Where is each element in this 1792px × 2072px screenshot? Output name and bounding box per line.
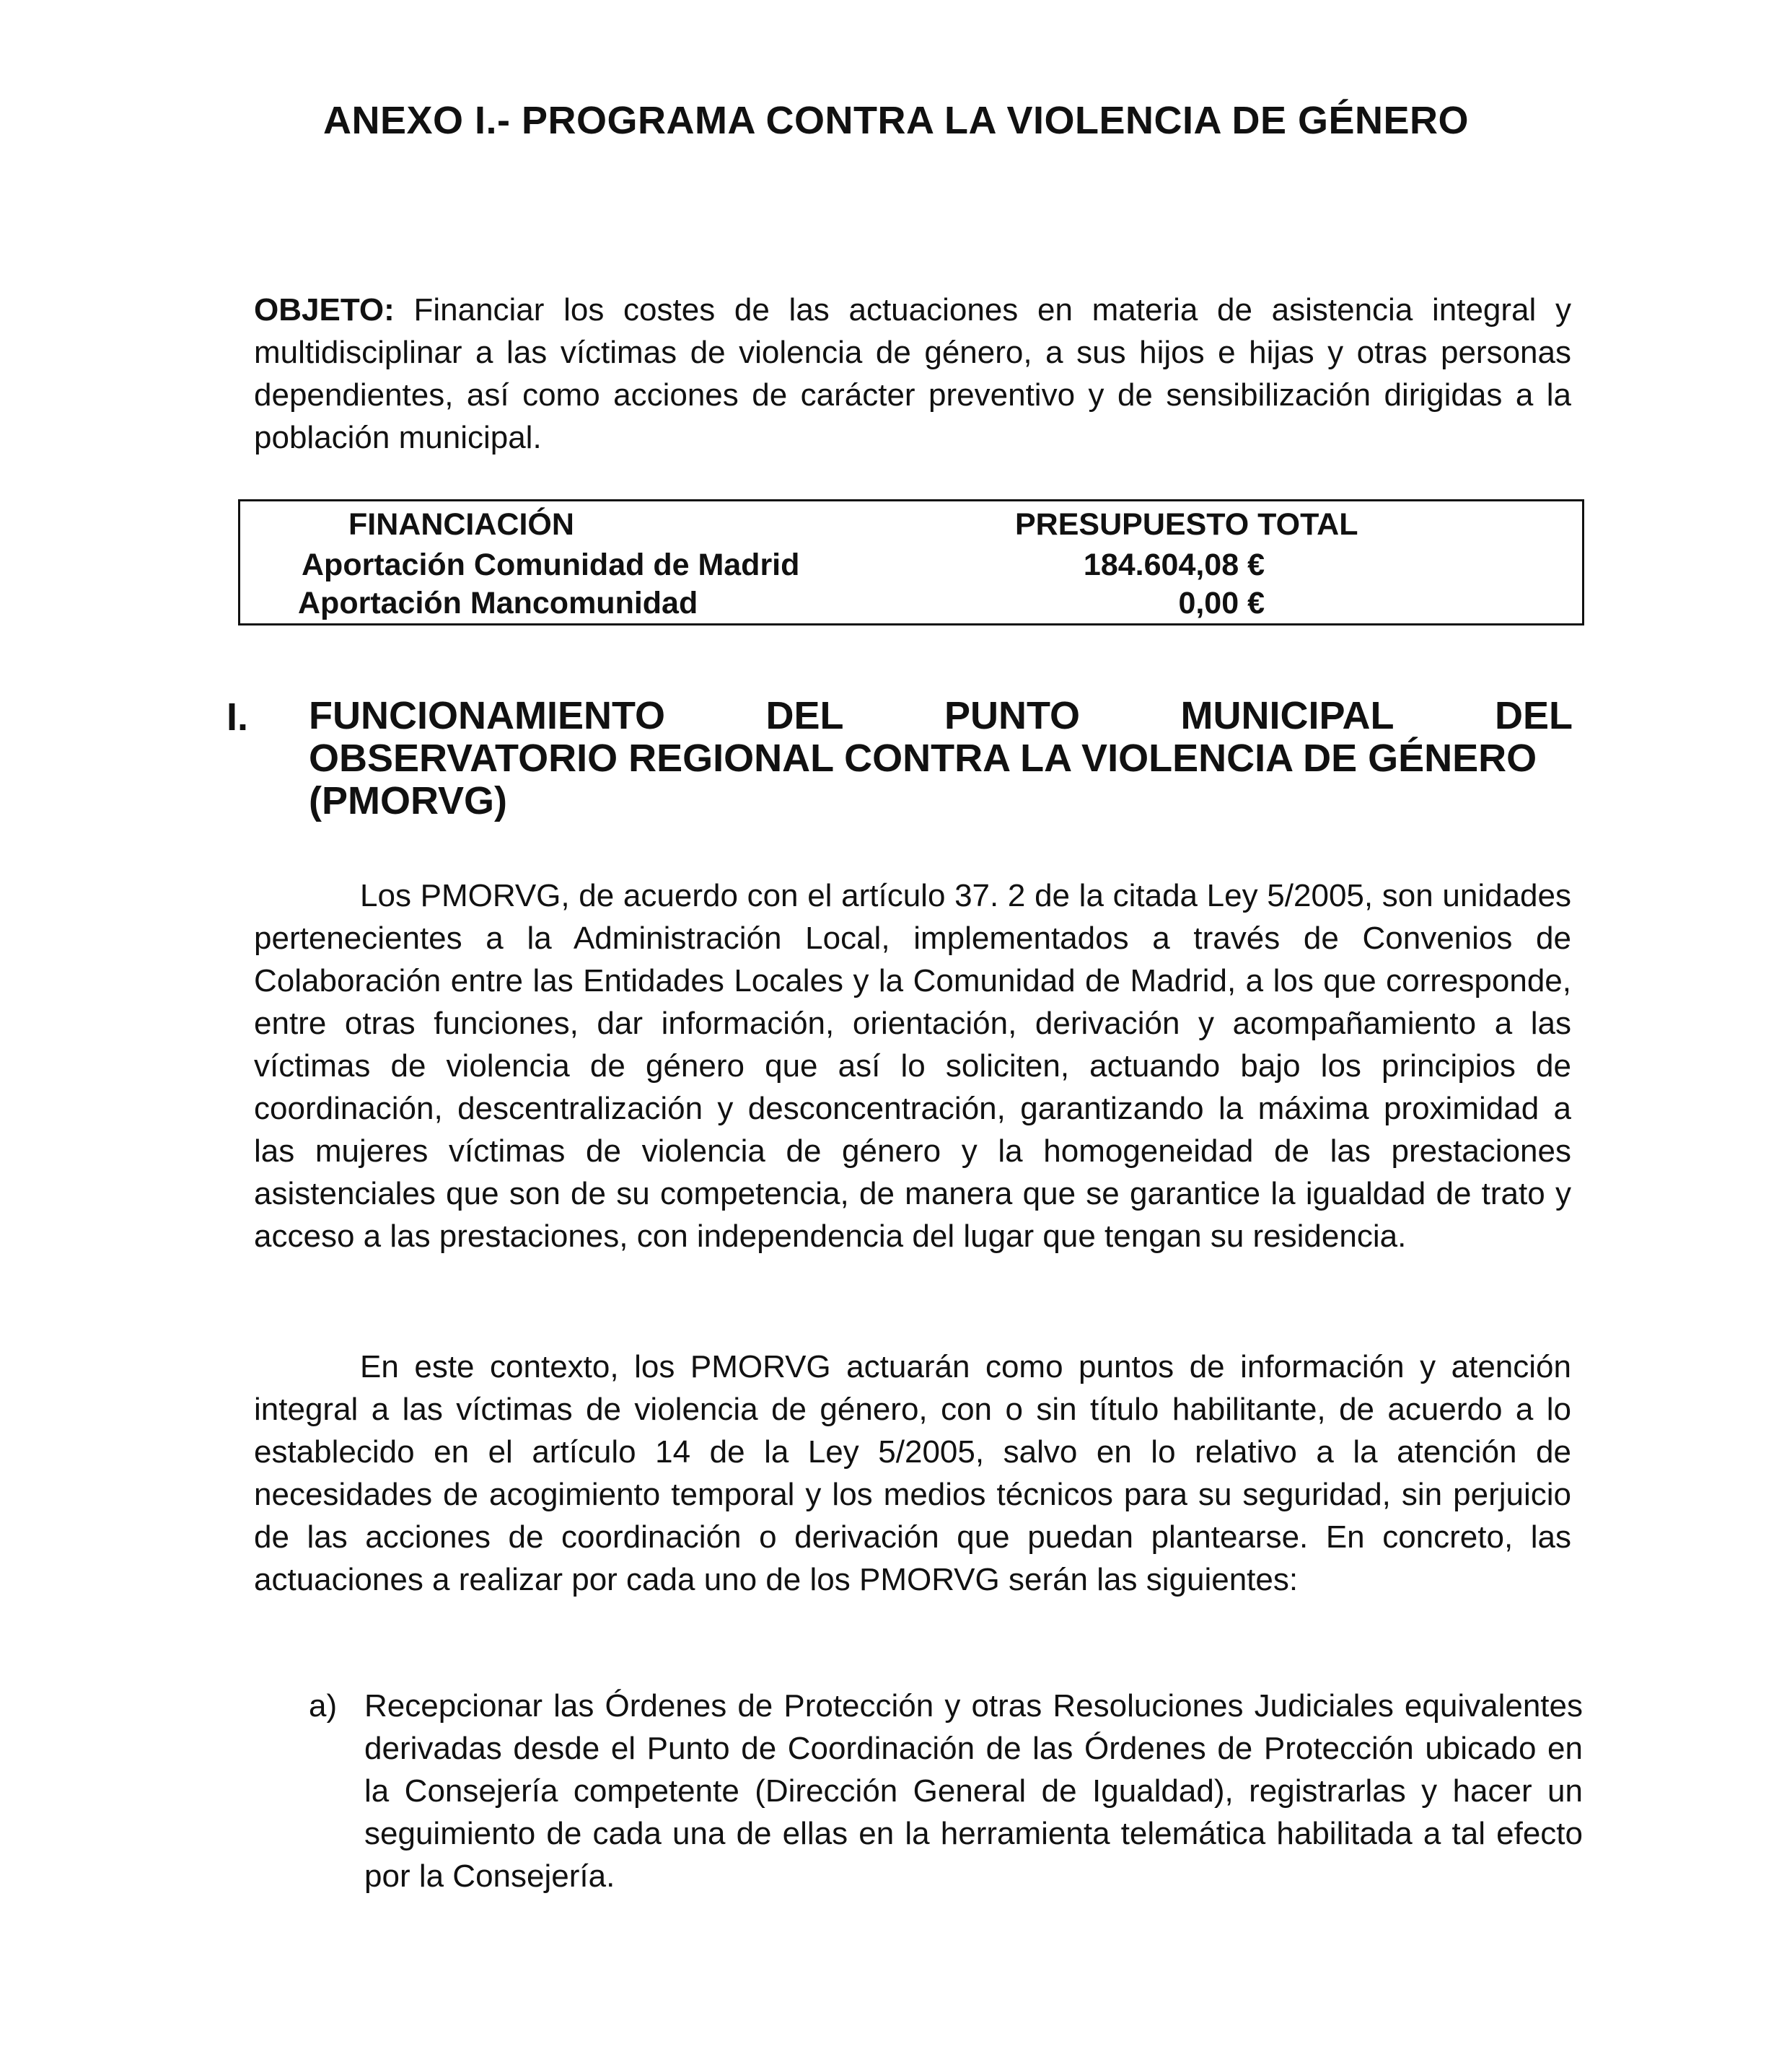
budget-row-concept: Aportación Comunidad de Madrid (302, 548, 800, 582)
page-title: ANEXO I.- PROGRAMA CONTRA LA VIOLENCIA DE GÉNERO (322, 99, 1470, 142)
section-heading-word: DEL (765, 694, 844, 737)
objeto-label: OBJETO: (254, 292, 395, 328)
body-paragraph-2: En este contexto, los PMORVG actuarán como puntos de información y atención integral a las víctimas de violencia de género, con o sin título habilitante, de acuerdo a lo establecido en el artículo 14 de la Ley 5/2005, salvo en lo relativo a la atención de necesidades de acogimiento temporal y los medios técnicos para su seguridad, sin perjuicio de las acciones de coordinación o derivación que puedan plantearse. En concreto, las actuaciones a realizar por cada uno de los PMORVG serán las siguientes: (254, 1349, 1571, 1597)
section-heading-word: PUNTO (944, 694, 1080, 737)
section-heading-word: FUNCIONAMIENTO (309, 694, 665, 737)
section-heading-line1 (309, 695, 1573, 737)
section-number: I. (227, 695, 249, 739)
list-item-marker: a) (309, 1688, 338, 1724)
section-heading (309, 695, 1573, 822)
section-heading-word: DEL (1494, 694, 1573, 737)
budget-row-concept: Aportación Mancomunidad (298, 586, 698, 620)
section-heading-line3: (PMORVG) (309, 779, 508, 822)
body-paragraph-1: Los PMORVG, de acuerdo con el artículo 37. 2 de la citada Ley 5/2005, son unidades pertenecientes a la Administración Local, implementados a través de Convenios de Colaboración entre las Entidades Locales y la Comunidad de Madrid, a los que corresponde, entre otras funciones, dar información, orientación, derivación y acompañamiento a las víctimas de violencia de género que así lo soliciten, actuando bajo los principios de coordinación, descentralización y desconcentración, garantizando la máxima proximidad a las mujeres víctimas de violencia de género y la homogeneidad de las prestaciones asistenciales que son de su competencia, de manera que se garantice la igualdad de trato y acceso a las prestaciones, con independencia del lugar que tengan su residencia. (254, 878, 1571, 1254)
objeto-paragraph (254, 289, 1571, 459)
budget-table (238, 499, 1584, 625)
section-heading-line2: OBSERVATORIO REGIONAL CONTRA LA VIOLENCIA DE GÉNERO (309, 737, 1537, 780)
budget-row-amount: 184.604,08 € (1083, 548, 1265, 582)
budget-header-financiacion: FINANCIACIÓN (348, 507, 574, 542)
budget-row-amount: 0,00 € (1178, 586, 1265, 620)
list-item-text: Recepcionar las Órdenes de Protección y otras Resoluciones Judiciales equivalentes derivadas desde el Punto de Coordinación de las Órdenes de Protección ubicado en la Consejería competente (Dirección General de Igualdad), registrarlas y hacer un seguimiento de cada una de ellas en la herramienta telemática habilitada a tal efecto por la Consejería. (364, 1688, 1583, 1894)
objeto-text: Financiar los costes de las actuaciones en materia de asistencia integral y multidisciplinar a las víctimas de violencia de género, a sus hijos e hijas y otras personas dependientes, así como acciones de carácter preventivo y de sensibilización dirigidas a la población municipal. (254, 292, 1571, 455)
budget-header-presupuesto: PRESUPUESTO TOTAL (1015, 507, 1358, 542)
section-heading-word: MUNICIPAL (1180, 694, 1394, 737)
list-item (309, 1685, 1583, 1897)
